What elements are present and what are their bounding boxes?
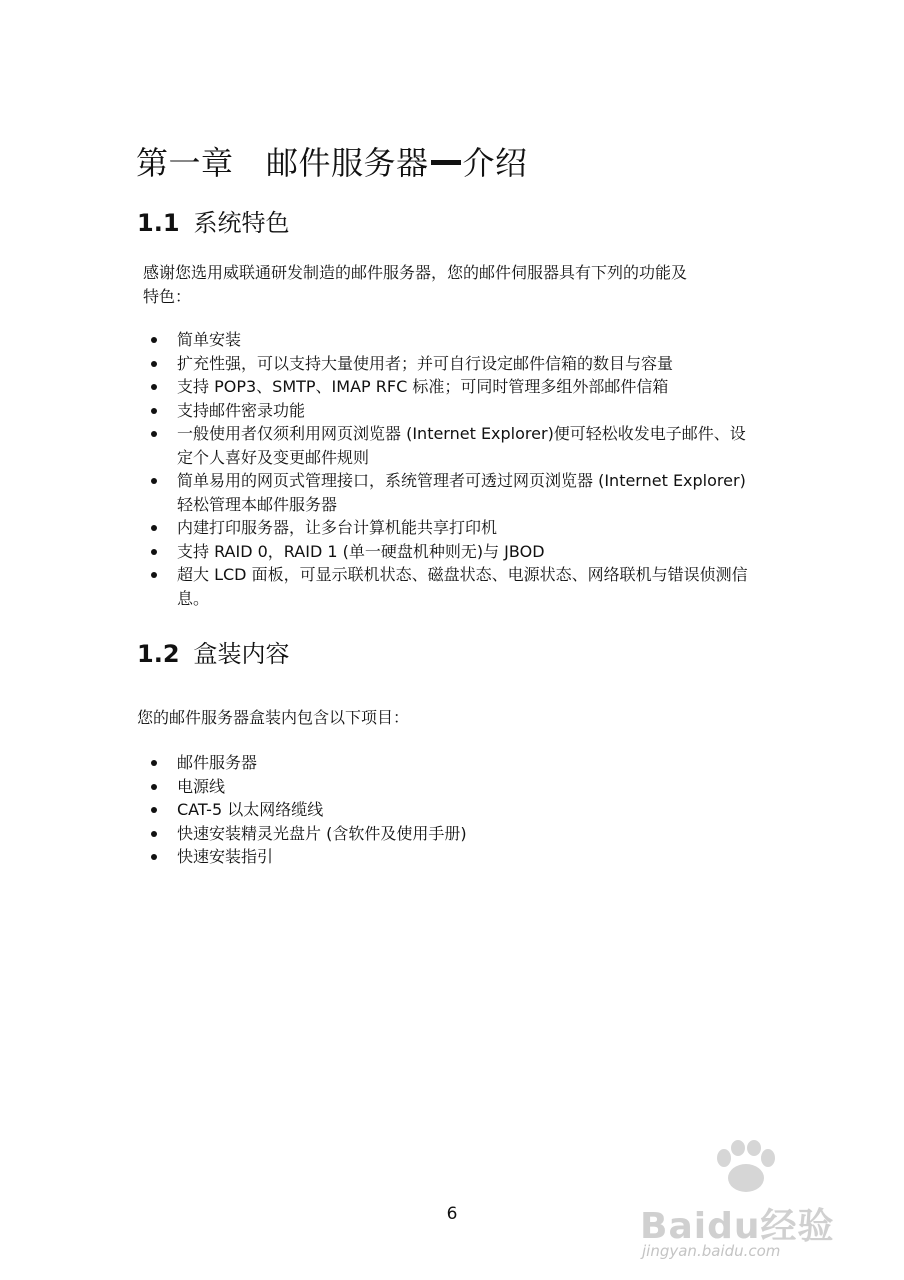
section1-intro	[143, 261, 783, 309]
list-item	[137, 845, 767, 869]
list-item-text: 邮件服务器	[177, 753, 258, 772]
section-number: 1.2	[137, 640, 180, 668]
bullet-icon	[151, 572, 157, 578]
section-title: 系统特色	[193, 209, 290, 237]
feature-list	[137, 328, 767, 610]
watermark-logo: Baidu经验	[640, 1206, 835, 1247]
list-item-text: 一般使用者仅须利用网页浏览器 (Internet Explorer)便可轻松收发电子邮件、设定个人喜好及变更邮件规则	[177, 424, 746, 467]
chapter-title	[136, 138, 528, 184]
page-number: 6	[446, 1204, 458, 1224]
section-title: 盒装内容	[193, 640, 290, 668]
intro-line: 感谢您选用威联通研发制造的邮件服务器，您的邮件伺服器具有下列的功能及	[143, 263, 688, 282]
list-item	[137, 516, 767, 540]
list-item-text: 快速安装指引	[177, 847, 274, 866]
bullet-icon	[151, 408, 157, 414]
bullet-icon	[151, 760, 157, 766]
section-heading-2	[137, 634, 290, 669]
bullet-icon	[151, 384, 157, 390]
list-item-text: 简单易用的网页式管理接口，系统管理者可透过网页浏览器 (Internet Explorer)轻松管理本邮件服务器	[177, 471, 746, 514]
section2-intro: 您的邮件服务器盒装内包含以下项目：	[137, 708, 410, 727]
section-heading-1	[137, 203, 290, 238]
list-item	[137, 422, 757, 469]
list-item	[137, 563, 757, 610]
list-item-text: 扩充性强，可以支持大量使用者；并可自行设定邮件信箱的数目与容量	[177, 353, 674, 373]
bullet-icon	[151, 784, 157, 790]
bullet-icon	[151, 549, 157, 555]
list-item	[137, 352, 767, 376]
baidu-watermark	[640, 1140, 890, 1270]
paw-icon	[710, 1140, 780, 1195]
list-item	[137, 775, 767, 799]
list-item	[137, 328, 767, 352]
list-item	[137, 375, 767, 399]
list-item	[137, 469, 757, 516]
chapter-title-part2: 介绍	[462, 144, 528, 182]
title-dash	[431, 160, 461, 165]
list-item-text: 支持 RAID 0，RAID 1 (单一硬盘机种则无)与 JBOD	[177, 541, 545, 561]
list-item	[137, 751, 767, 775]
list-item-text: 支持 POP3、SMTP、IMAP RFC 标准；可同时管理多组外部邮件信箱	[177, 377, 669, 396]
package-list	[137, 751, 767, 869]
list-item	[137, 399, 767, 423]
list-item-text: 支持邮件密录功能	[177, 400, 306, 420]
bullet-icon	[151, 337, 157, 343]
list-item-text: 电源线	[177, 776, 226, 796]
bullet-icon	[151, 478, 157, 484]
bullet-icon	[151, 525, 157, 531]
bullet-icon	[151, 361, 157, 367]
intro-line: 特色：	[143, 287, 192, 306]
list-item-text: CAT-5 以太网络缆线	[177, 800, 324, 819]
list-item-text: 快速安装精灵光盘片 (含软件及使用手册)	[177, 823, 467, 843]
list-item-text: 超大 LCD 面板，可显示联机状态、磁盘状态、电源状态、网络联机与错误侦测信息。	[177, 565, 748, 608]
bullet-icon	[151, 807, 157, 813]
watermark-url: jingyan.baidu.com	[642, 1242, 781, 1260]
bullet-icon	[151, 431, 157, 437]
bullet-icon	[151, 854, 157, 860]
section-number: 1.1	[137, 209, 180, 237]
list-item-text: 内建打印服务器，让多台计算机能共享打印机	[177, 518, 498, 537]
list-item	[137, 798, 767, 822]
chapter-title-part1: 第一章 邮件服务器	[136, 144, 429, 182]
list-item	[137, 540, 767, 564]
bullet-icon	[151, 831, 157, 837]
list-item	[137, 822, 767, 846]
list-item-text: 简单安装	[177, 330, 242, 349]
